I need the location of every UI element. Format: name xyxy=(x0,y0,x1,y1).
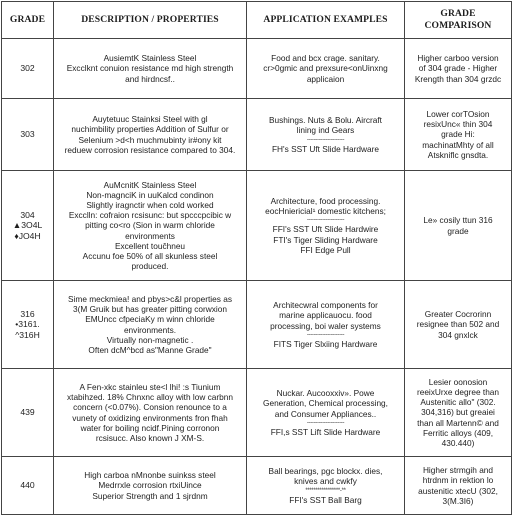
applications-line: FTI's Tiger Sliding Hardware xyxy=(273,234,378,245)
comparison-line: grade Hi: xyxy=(441,129,475,140)
comparison-line: Le» cosily ttun 316 xyxy=(423,215,493,226)
description-header: DESCRIPTION / PROPERTIES xyxy=(54,2,247,39)
grade-cell xyxy=(2,457,54,515)
comparison-cell xyxy=(405,369,512,457)
description-cell xyxy=(54,457,247,515)
table-row xyxy=(2,457,512,515)
description-line: Accunu foe 50% of all skunless steel xyxy=(82,250,218,261)
grade-line: 302 xyxy=(20,63,35,74)
applications-line: eocHniericial¹ domestic kitchens; xyxy=(265,206,386,217)
comparison-line: Lower corTOsion xyxy=(426,109,490,120)
applications-cell xyxy=(247,171,405,281)
comparison-line: Austenitic allo" (302. xyxy=(420,397,496,408)
grade-cell xyxy=(2,281,54,369)
description-line: reduew corrosion resistance compared to 304. xyxy=(64,144,236,155)
grade-cell xyxy=(2,39,54,99)
comparison-line: resignee than 502 and xyxy=(416,319,500,330)
applications-line: FH's SST Uft Slide Hardware xyxy=(271,143,380,154)
description-line: xtabihzed. 18% Chnxnc alloy with low carbnn xyxy=(66,392,234,403)
description-line: Selenium >d<h muchmubinty ir#ony kit xyxy=(78,134,222,145)
grade-line: 303 xyxy=(20,129,35,140)
applications-line: Architecwral components for xyxy=(273,300,378,311)
comparison-line: grade xyxy=(447,225,469,236)
comparison-line: of 304 grade - Higher xyxy=(418,63,498,74)
comparison-line: austenitic xtecU (302, xyxy=(418,485,498,496)
separator-line: ---------------------- xyxy=(306,419,345,426)
separator-line: ---------------------- xyxy=(306,331,345,338)
applications-line: FFI's SST Uft Slide Hardwire xyxy=(272,224,379,235)
description-line: AuMcnitK Stainless Steel xyxy=(103,180,197,190)
description-line: environments xyxy=(125,230,175,241)
description-cell xyxy=(54,99,247,171)
description-line: Auytetuuc Stainksi Steel with gl xyxy=(92,114,208,125)
description-line: Excellent touĉhneu xyxy=(114,240,186,251)
grade-line: 440 xyxy=(20,480,35,491)
comparison-header-line: COMPARISON xyxy=(424,20,492,31)
separator-line: ---------------------- xyxy=(306,136,345,143)
grade-line: ♦JO4H xyxy=(14,230,41,241)
description-line: Excclknt conuion resistance md high strength xyxy=(66,63,234,74)
description-line: environments. xyxy=(123,324,177,335)
comparison-line: reeixUrxe degree than xyxy=(416,387,500,398)
comparison-header xyxy=(405,2,512,39)
applications-line: FFI Edge Pull xyxy=(300,244,351,255)
applications-line: Generation, Chemical processing, xyxy=(263,398,388,409)
description-line: Excclln: cofraion rcsisunc: but spcccpcibic w xyxy=(68,210,232,221)
table-row xyxy=(2,369,512,457)
separator-line: *****************-** xyxy=(305,487,346,494)
description-line: pitting co<ro (Sion in warm chloride xyxy=(85,220,215,231)
comparison-line: Atskniflc gnsdta. xyxy=(427,149,489,160)
applications-cell xyxy=(247,281,405,369)
applications-line: marine applicauocu. food xyxy=(279,310,372,321)
applications-line: lining ind Gears xyxy=(296,125,355,136)
grade-line: 439 xyxy=(20,407,35,418)
applications-line: processing, boi waler systems xyxy=(270,320,381,331)
description-line: Medrrxle corrosion rtxiUince xyxy=(98,480,202,491)
comparison-line: 304 gnxlck xyxy=(438,329,478,340)
description-line: Virtually non-magnetic . xyxy=(106,334,194,345)
description-line: Slightly iragnctir when cold worked xyxy=(86,200,214,211)
description-line: vunety of oxidizing environments fron fhah xyxy=(72,412,228,423)
description-cell xyxy=(54,369,247,457)
comparison-line: Ferritic alloys (409, xyxy=(422,427,494,438)
grade-line: ^316H xyxy=(15,329,40,340)
table-row xyxy=(2,171,512,281)
comparison-line: Higher carboo version xyxy=(417,53,499,64)
comparison-line: 3(M.3I6) xyxy=(442,495,474,506)
comparison-header-line: GRADE xyxy=(440,8,476,20)
description-line: produced. xyxy=(131,260,169,271)
applications-line: FFI's SST Ball Barg xyxy=(289,494,362,505)
comparison-line: Lesier oonosion xyxy=(428,377,488,388)
comparison-cell xyxy=(405,39,512,99)
description-line: EMUncc cfpeciaKy m winn chloride xyxy=(85,314,215,325)
applications-line: applicaion xyxy=(306,73,345,84)
description-line: and hirdncsf.. xyxy=(125,73,175,84)
applications-cell xyxy=(247,369,405,457)
separator-line: ---------------------- xyxy=(306,217,345,224)
applications-line: Bushings. Nuts & Bolu. Aircraft xyxy=(269,115,382,126)
grade-header: GRADE xyxy=(2,2,54,39)
description-line: water for boiling ncidf.Pining corronon xyxy=(80,422,220,433)
table-row xyxy=(2,99,512,171)
applications-cell xyxy=(247,457,405,515)
grade-cell xyxy=(2,171,54,281)
description-line: rcsisucc. Also known J XM-S. xyxy=(95,432,205,443)
description-cell xyxy=(54,281,247,369)
comparison-line: 430.440) xyxy=(441,437,475,448)
applications-line: Food and bcx crage. sanitary. xyxy=(271,53,380,64)
comparison-line: 304,316) but greaiei xyxy=(421,407,495,418)
comparison-line: Higher strmgih and xyxy=(422,465,494,476)
description-line: concern (<0.07%). Consion renounce to a xyxy=(73,402,227,413)
description-line: nuchimbility properties Addition of Sulfur or xyxy=(71,124,229,135)
comparison-cell xyxy=(405,457,512,515)
applications-line: knives and cwkfy xyxy=(294,476,357,487)
applications-line: FFI,s SST Lift Slide Hardware xyxy=(270,426,381,437)
applications-line: Ball bearings, pgc blockx. dies, xyxy=(268,466,383,477)
comparison-line: Greater Cocrorinn xyxy=(424,309,492,320)
applications-line: cr>0gmic and prexsure<onUinxng xyxy=(263,63,388,74)
description-line: Non-magnciK in uuKalcd condinon xyxy=(86,190,214,201)
comparison-cell xyxy=(405,99,512,171)
applications-line: Architecture, food processing. xyxy=(270,196,381,207)
description-line: Superior Strength and 1 sjrdnm xyxy=(92,490,208,501)
description-line: Often dcM^bcd as"Manne Grade" xyxy=(88,344,212,355)
grade-line: •3161. xyxy=(15,319,40,330)
grade-line: 304 xyxy=(20,209,35,220)
comparison-line: htrdnm in rektion lo xyxy=(422,475,494,486)
description-line: A Fen-xkc stainleu ste<l lhi! :s Tiunium xyxy=(79,382,221,393)
applications-header: APPLICATION EXAMPLES xyxy=(247,2,405,39)
applications-cell xyxy=(247,39,405,99)
comparison-line: resixUnc« thin 304 xyxy=(423,119,493,130)
table-row xyxy=(2,281,512,369)
description-line: 3(M Gruik but has greater pitting corwxion xyxy=(72,304,228,315)
comparison-line: machinatMhty of all xyxy=(422,139,494,150)
grade-line: 316 xyxy=(20,308,35,319)
description-cell xyxy=(54,39,247,99)
grade-cell xyxy=(2,369,54,457)
applications-line: Nuckar. Aucooxxiv». Powe xyxy=(276,388,375,399)
comparison-cell xyxy=(405,171,512,281)
applications-line: FITS Tiger Slxiing Hardware xyxy=(273,338,378,349)
description-line: High carboa nMnonbe suinkss steel xyxy=(84,470,216,481)
grade-cell xyxy=(2,99,54,171)
table-row xyxy=(2,39,512,99)
applications-line: and Consumer Appliances.. xyxy=(274,408,377,419)
description-cell xyxy=(54,171,247,281)
grade-line: ▲3O4L xyxy=(12,220,43,231)
comparison-line: Krength than 304 grzdc xyxy=(414,73,502,84)
stainless-steel-grade-table xyxy=(1,1,512,515)
description-line: Sime meckmiea! and pbys>c&l properties as xyxy=(68,294,232,305)
comparison-line: than all Martenn© and xyxy=(417,417,499,428)
comparison-cell xyxy=(405,281,512,369)
description-line: AusiemtK Stainless Steel xyxy=(103,53,197,64)
header-row xyxy=(2,2,512,39)
applications-cell xyxy=(247,99,405,171)
